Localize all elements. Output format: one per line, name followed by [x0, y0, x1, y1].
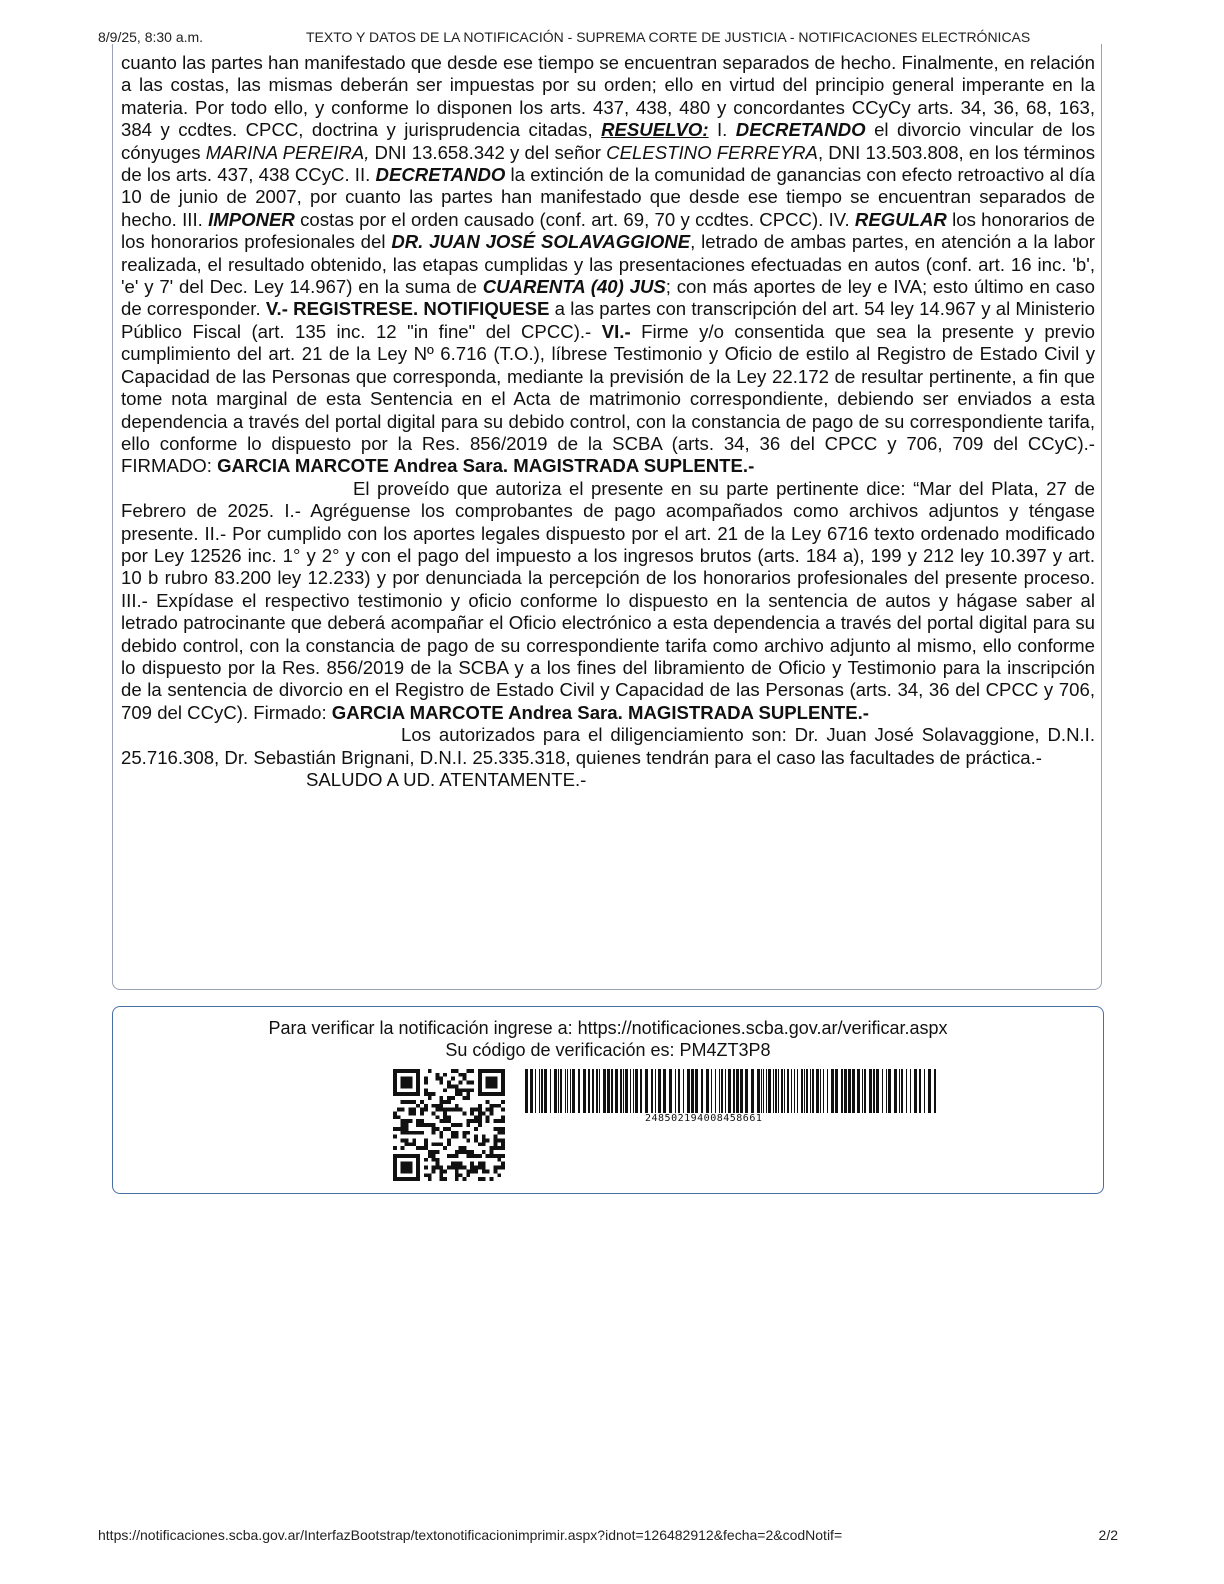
resuelvo-heading: RESUELVO: — [601, 119, 709, 141]
resolution-keyword: DECRETANDO — [735, 119, 866, 141]
resolution-text: costas por el orden causado (conf. art. 69, 70 y ccdtes. CPCC). IV. — [294, 208, 855, 230]
resolution-keyword: REGULAR — [854, 208, 947, 230]
resolution-text: , DNI 13.503.808, en los términos de los arts. 437, 438 CCyC. II. — [121, 141, 1095, 186]
registrese-notifiquese: V.- REGISTRESE. NOTIFIQUESE — [265, 298, 550, 320]
barcode — [525, 1069, 937, 1113]
print-footer — [98, 1526, 1118, 1546]
resolution-text: cuanto las partes han manifestado que desde ese tiempo se encuentran separados de hecho. Finalmente, en relación a las costas, las mismas deberán ser impuestas por su orden; ello en virtud del principio general imperante en la materia. Por todo ello, y conforme lo disponen los arts. 437, 438, 480 y concordantes CCyCy arts. 34, 36, 68, 163, 384 y ccdtes. CPCC, doctrina y jurisprudencia citadas, — [121, 52, 1095, 141]
verification-box — [112, 1006, 1104, 1194]
resolution-text: la extinción de la comunidad de ganancias con efecto retroactivo al día 10 de junio de 2007, por cuanto las partes han manifestado que desde ese tiempo se encuentran separados de hecho. III. — [121, 164, 1096, 230]
resolution-keyword: DECRETANDO — [375, 164, 506, 186]
page-url: https://notificaciones.scba.gov.ar/InterfazBootstrap/textonotificacionimprimir.aspx?idnot=126482912&fecha=2&codNotif= — [98, 1527, 843, 1543]
resolution-keyword: IMPONER — [208, 208, 295, 230]
lawyer-name: DR. JUAN JOSÉ SOLAVAGGIONE — [391, 231, 691, 253]
barcode-number: 248502194008458661 — [645, 1113, 763, 1124]
print-datetime: 8/9/25, 8:30 a.m. — [98, 29, 204, 45]
party-name: MARINA PEREIRA, — [205, 141, 370, 163]
resolution-text: ; con más aportes de ley e IVA; esto último en caso de corresponder. — [121, 276, 1095, 320]
resolution-text: a las partes con transcripción del art. 54 ley 14.967 y al Ministerio Público Fiscal (art. 135 inc. 12 "in fine" del CPCC).- — [121, 298, 1095, 342]
proveido-text: El proveído que autoriza el presente en su parte pertinente dice: “Mar del Plata, 27 de Febrero de 2025. I.- Agréguense los comprobantes de pago acompañados como archivos adjuntos y téngase presente. II.- Por cumplido con los aportes legales dispuesto por el art. 21 de la Ley 6716 texto ordenado modificado por Ley 12526 inc. 1° y 2° y con el pago del impuesto a los ingresos brutos (arts. 184 a), 199 y 212 ley 10.397 y art. 10 b rubro 83.200 ley 12.233) y por denunciada la percepción de los honorarios profesionales del presente proceso. III.- Expídase el respectivo testimonio y oficio conforme lo dispuesto en la sentencia de autos y hágase saber al letrado patrocinante que deberá acompañar el Oficio electrónico a esta dependencia a través del portal digital para su debido control, con la constancia de pago de su correspondiente tarifa como archivo adjunto al mismo, ello conforme lo dispuesto por la Res. 856/2019 de la SCBA y a los fines del libramiento de Oficio y Testimonio para la inscripción de la sentencia de divorcio en el Registro de Estado Civil y Capacidad de las Personas (arts. 34, 36 del CPCC y 706, 709 del CCyC). Firmado: — [121, 477, 1095, 723]
notification-body — [121, 52, 1095, 791]
verification-code-text: Su código de verificación es: PM4ZT3P8 — [445, 1040, 771, 1060]
resolution-text: Firme y/o consentida que sea la presente y previo cumplimiento del art. 21 de la Ley Nº 6.716 (T.O.), líbrese Testimonio y Oficio de estilo al Registro de Estado Civil y Capacidad de las Personas que corresponda, mediante la previsión de la Ley 22.172 de resultar pertinente, a fin que tome nota marginal de esta Sentencia en el Acta de matrimonio correspondiente, debiendo ser enviados a esta dependencia a través del portal digital para su debido control, con la constancia de pago de su correspondiente tarifa, ello conforme lo dispuesto por la Res. 856/2019 de la SCBA (arts. 34, 36 del CPCC y 706, 709 del CCyC).- FIRMADO: — [121, 320, 1095, 477]
signature-block: GARCIA MARCOTE Andrea Sara. MAGISTRADA SUPLENTE.- — [217, 455, 755, 477]
resolution-text: I. — [708, 119, 736, 141]
party-name: CELESTINO FERREYRA — [606, 141, 818, 163]
signature-block: GARCIA MARCOTE Andrea Sara. MAGISTRADA SUPLENTE.- — [331, 701, 869, 723]
proveido-paragraph — [121, 478, 1095, 724]
print-title: TEXTO Y DATOS DE LA NOTIFICACIÓN - SUPREMA CORTE DE JUSTICIA - NOTIFICACIONES ELECTRÓNICAS — [306, 29, 1031, 45]
page-number: 2/2 — [1098, 1527, 1118, 1543]
fee-amount: CUARENTA (40) JUS — [482, 276, 666, 298]
resolution-text: el divorcio vincular de los cónyuges — [121, 119, 1095, 163]
resolution-text: los honorarios de los honorarios profesionales del — [121, 208, 1095, 253]
closing-salute: SALUDO A UD. ATENTAMENTE.- — [306, 769, 587, 790]
resolution-paragraph — [121, 52, 1095, 478]
resolution-keyword: VI.- — [601, 320, 631, 342]
resolution-text: DNI 13.658.342 y del señor — [369, 141, 607, 163]
authorized-paragraph: Los autorizados para el diligenciamiento son: Dr. Juan José Solavaggione, D.N.I. 25.716.308, Dr. Sebastián Brignani, D.N.I. 25.335.318, quienes tendrán para el caso las facultades de práctica.- — [121, 724, 1095, 768]
verification-url-text: Para verificar la notificación ingrese a: https://notificaciones.scba.gov.ar/verificar.aspx — [268, 1018, 948, 1038]
resolution-text: , letrado de ambas partes, en atención a la labor realizada, el resultado obtenido, las etapas cumplidas y las presentaciones efectuadas en autos (conf. art. 16 inc. 'b', 'e' y 7' del Dec. Ley 14.967) en la suma de — [121, 231, 1095, 298]
qr-code — [393, 1069, 505, 1181]
